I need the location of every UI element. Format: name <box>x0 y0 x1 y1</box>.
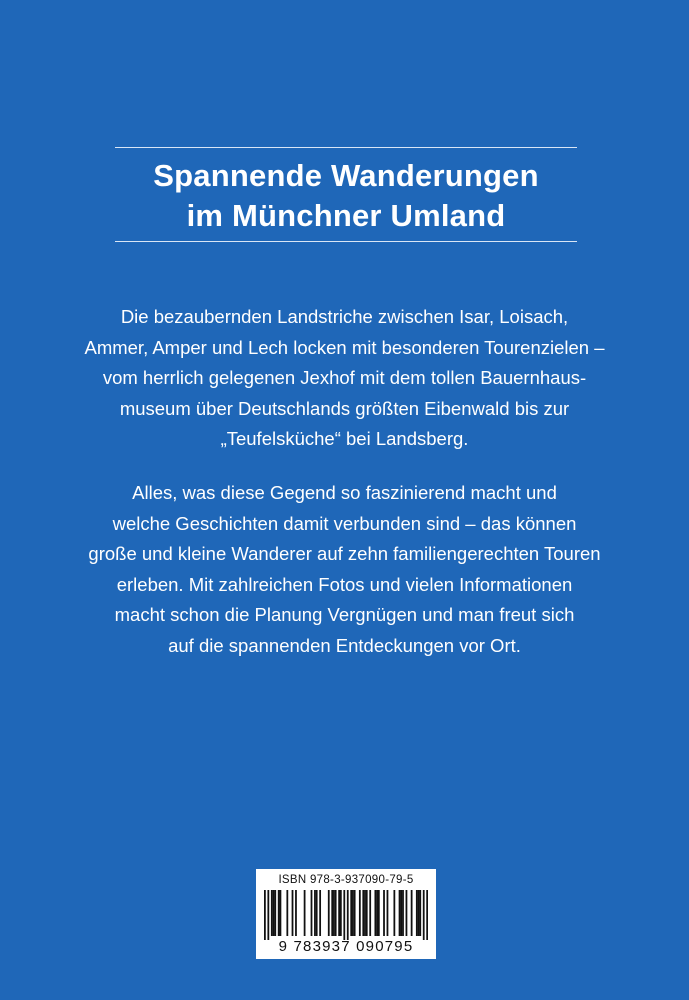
barcode-bar <box>418 890 420 936</box>
text-line: große und kleine Wanderer auf zehn familiengerechten Touren <box>88 543 601 564</box>
barcode-bar <box>347 890 349 940</box>
barcode-bar <box>295 890 297 936</box>
back-cover-title <box>100 156 592 236</box>
barcode-bar <box>423 890 425 940</box>
barcode-bar <box>416 890 418 936</box>
barcode-bar <box>419 890 421 936</box>
barcode-bar <box>350 890 352 936</box>
barcode-bar <box>366 890 368 936</box>
barcode-bar <box>406 890 408 936</box>
barcode-bar <box>374 890 376 936</box>
barcode-bar <box>354 890 356 936</box>
title-bottom-rule <box>115 241 577 242</box>
title-line-1: Spannende Wanderungen <box>153 158 539 193</box>
barcode-bar <box>286 890 288 936</box>
barcode-bar <box>280 890 282 936</box>
barcode-bars <box>264 890 428 940</box>
blurb-paragraph-1 <box>50 302 639 455</box>
text-line: Die bezaubernden Landstriche zwischen Isar, Loisach, <box>120 306 569 327</box>
text-line: macht schon die Planung Vergnügen und man freut sich <box>114 604 575 625</box>
barcode-bar <box>333 890 335 936</box>
barcode-bar <box>316 890 318 936</box>
barcode-bar <box>387 890 389 936</box>
barcode-bar <box>335 890 337 936</box>
isbn-barcode <box>256 869 436 959</box>
barcode-bar <box>364 890 366 936</box>
barcode-bar <box>292 890 294 936</box>
barcode-bar <box>274 890 276 936</box>
barcode-bar <box>393 890 395 936</box>
text-line: vom herrlich gelegenen Jexhof mit dem tollen Bauernhaus- <box>102 367 587 388</box>
barcode-bar <box>369 890 371 936</box>
isbn-label: ISBN 978-3-937090-79-5 <box>278 874 414 886</box>
barcode-bar <box>359 890 361 936</box>
title-line-2: im Münchner Umland <box>186 198 506 233</box>
barcode-bar <box>271 890 273 936</box>
barcode-bar <box>319 890 321 936</box>
barcode-bar <box>426 890 428 940</box>
barcode-bar <box>273 890 275 936</box>
barcode-bar <box>343 890 345 940</box>
blurb-paragraph-2 <box>50 478 639 661</box>
barcode-bar <box>311 890 313 936</box>
barcode-bar <box>400 890 402 936</box>
text-line: welche Geschichten damit verbunden sind – das können <box>112 512 577 534</box>
text-line: Alles, was diese Gegend so faszinierend macht und <box>132 482 557 503</box>
barcode-bar <box>328 890 330 936</box>
barcode-bar <box>340 890 342 936</box>
barcode-bar <box>267 890 269 940</box>
barcode-bar <box>264 890 266 940</box>
barcode-bar <box>278 890 280 936</box>
barcode-bar <box>352 890 354 936</box>
barcode-bar <box>314 890 316 936</box>
title-top-rule <box>115 147 577 148</box>
barcode-bar <box>378 890 380 936</box>
barcode-bar <box>402 890 404 936</box>
barcode-bar <box>376 890 378 936</box>
text-line: museum über Deutschlands größten Eibenwald bis zur <box>119 397 570 419</box>
text-line: auf die spannenden Entdeckungen vor Ort. <box>168 634 521 656</box>
barcode-bar <box>331 890 333 936</box>
barcode-bar <box>399 890 401 936</box>
text-line: Ammer, Amper und Lech locken mit besonderen Tourenzielen – <box>84 336 605 358</box>
ean-digits: 9 783937 090795 <box>278 938 414 955</box>
barcode-bar <box>383 890 385 936</box>
text-line: „Teufelsküche“ bei Landsberg. <box>220 428 469 449</box>
barcode-bar <box>338 890 340 936</box>
text-line: erleben. Mit zahlreichen Fotos und vielen Informationen <box>116 573 573 595</box>
barcode-bar <box>304 890 306 936</box>
barcode-bar <box>411 890 413 936</box>
barcode-bar <box>362 890 364 936</box>
